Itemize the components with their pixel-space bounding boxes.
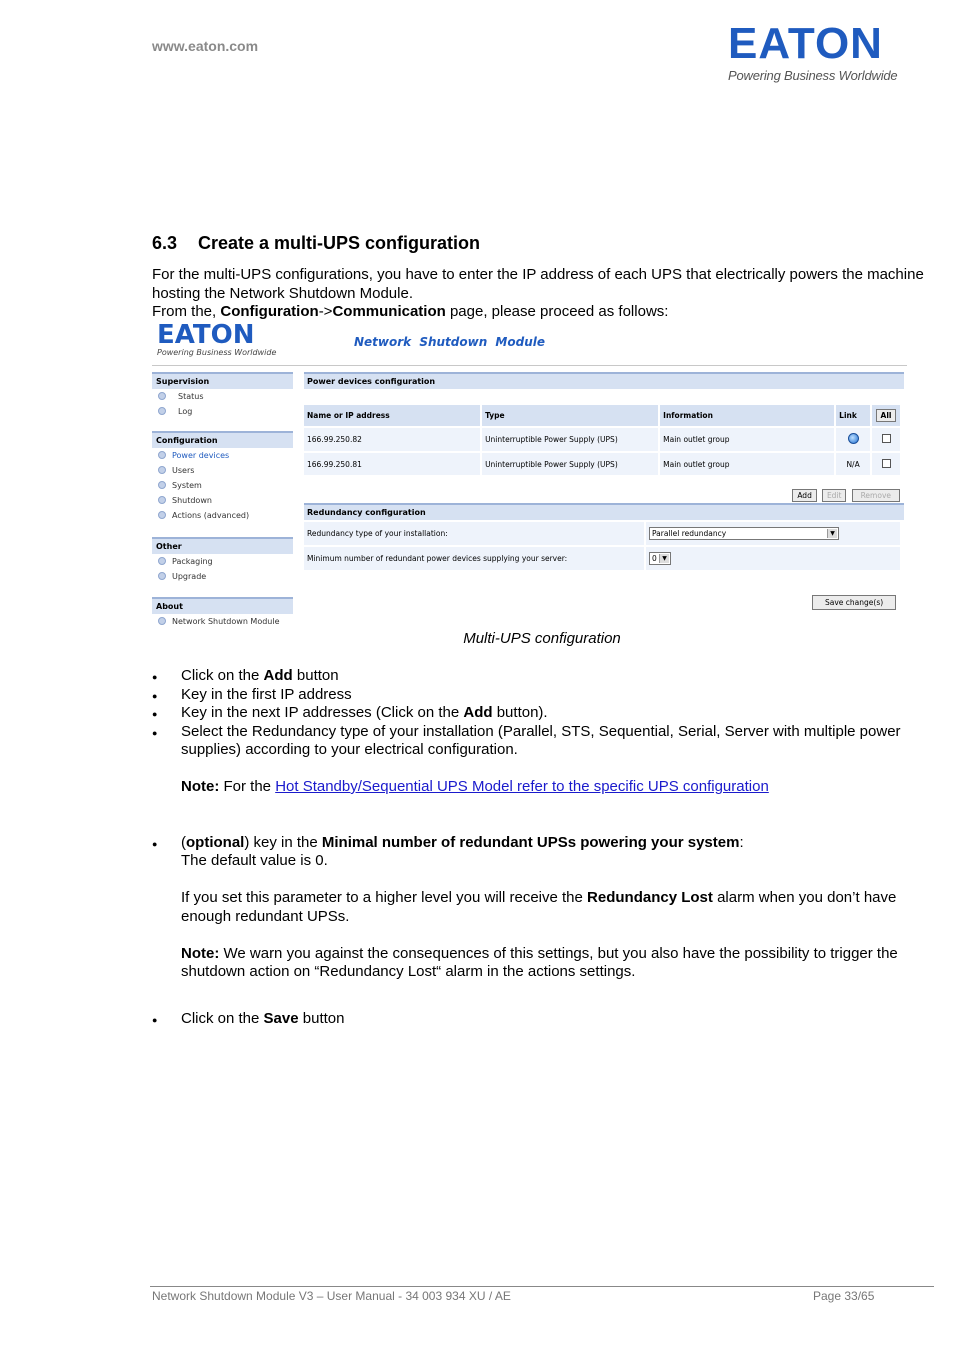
text: ) key in the [244,833,322,851]
table-header [304,405,900,426]
min-redundant-label: Minimum number of redundant power devices supplying your server: [304,547,644,570]
nav-item-nsm[interactable] [152,614,293,629]
bullet-icon [158,557,166,565]
cell-info: Main outlet group [660,453,834,475]
col-address: Name or IP address [304,405,480,426]
steps-list [152,667,927,1029]
nav-supervision [152,372,293,419]
text: Click on the [181,667,264,684]
logo-tagline: Powering Business Worldwide [728,68,898,83]
power-devices-title: Power devices configuration [304,372,904,389]
nav-item-system[interactable] [152,478,293,493]
bullet-icon [158,466,166,474]
redundancy-table [302,520,902,572]
footer-page-number: Page 33/65 [813,1289,875,1303]
bullet-icon [158,451,166,459]
spacer [181,871,927,890]
table-actions [304,483,904,502]
cell-link [836,428,870,451]
nsm-app-title: Network Shutdown Module [354,335,545,349]
nav-item-actions[interactable] [152,508,293,523]
nav-head-about: About [152,597,293,614]
cell-address: 166.99.250.82 [304,428,480,451]
nav-label: Upgrade [172,572,207,581]
list-item [152,723,927,816]
cell-select [872,428,900,451]
spacer [181,760,927,779]
cell-address: 166.99.250.81 [304,453,480,475]
cell-link: N/A [836,453,870,475]
text: Click on the [181,1010,264,1027]
nav-head-configuration: Configuration [152,431,293,448]
nav-item-log[interactable] [152,404,293,419]
cell-info: Main outlet group [660,428,834,451]
text: If you set this parameter to a higher level you will receive the [181,889,588,906]
hot-standby-link[interactable]: Hot Standby/Sequential UPS Model refer to the specific UPS configuration [275,778,769,795]
bold-add: Add [463,704,493,721]
select-value: Parallel redundancy [652,529,727,538]
website-url: www.eaton.com [152,38,259,54]
nav-label: Actions (advanced) [172,511,250,520]
bold-minimal: Minimal number of redundant UPSs powering your system [321,833,740,851]
bullet-icon [158,617,166,625]
min-redundant-select[interactable] [649,552,671,565]
text: Select the Redundancy type of your installation (Parallel, STS, Sequential, Serial, Server with multiple power supplies) according to your electrical configuration. [181,722,901,758]
table-row [304,428,900,451]
save-changes-button[interactable]: Save change(s) [812,595,896,610]
divider [152,365,907,366]
nav-configuration [152,431,293,523]
text: From the, [152,303,221,320]
power-devices-panel [304,372,904,502]
text: ( [181,833,186,851]
redundancy-type-select[interactable] [649,527,839,540]
col-info: Information [660,405,834,426]
figure-caption: Multi-UPS configuration [463,630,621,647]
redundancy-title: Redundancy configuration [304,503,904,520]
bold-redundancy-lost: Redundancy Lost [587,889,713,906]
spacer [181,982,927,1001]
col-all [872,405,900,426]
row-checkbox[interactable] [882,459,891,468]
text: We warn you against the consequences of this settings, but you also have the possibility to trigger the shutdown action on “Redundancy Lost“ alarm in the actions settings. [181,944,898,980]
logo-wordmark: EATON [728,19,883,68]
select-all-button[interactable]: All [876,409,897,422]
list-item [152,704,927,723]
redundancy-panel [304,503,904,572]
remove-button[interactable]: Remove [852,489,900,502]
cell-type: Uninterruptible Power Supply (UPS) [482,428,658,451]
nav-item-packaging[interactable] [152,554,293,569]
power-devices-table [302,403,902,477]
default-value-text: The default value is 0. [181,852,328,869]
bold-add: Add [263,667,293,684]
bullet-icon [158,511,166,519]
intro-instruction [152,303,932,322]
nav-label: System [172,481,202,490]
text: : [739,833,744,851]
nav-item-status[interactable] [152,389,293,404]
nsm-logo-tagline: Powering Business Worldwide [157,348,277,357]
bold-save: Save [263,1010,299,1027]
redundancy-lost-text [181,889,927,926]
bullet-icon [158,481,166,489]
bullet-icon [158,407,166,415]
nav-head-other: Other [152,537,293,554]
min-redundant-cell [646,547,900,570]
nav-head-supervision: Supervision [152,372,293,389]
select-value: 0 [652,554,657,563]
eaton-logo [728,19,898,83]
nav-label: Power devices [172,451,230,460]
text: -> [318,303,333,320]
col-type: Type [482,405,658,426]
note [181,778,927,797]
bold-configuration: Configuration [220,303,319,320]
bullet-icon [158,392,166,400]
bold-optional: optional [186,833,245,851]
note [181,945,927,982]
table-row [304,522,900,545]
note-label: Note: [181,944,220,962]
nav-label: Users [172,466,195,475]
row-checkbox[interactable] [882,434,891,443]
list-item: ● Key in the first IP address [152,686,927,705]
nav-label: Network Shutdown Module [172,617,280,626]
redundancy-type-cell [646,522,900,545]
text: button). [492,704,548,721]
text: alarm when you don’t have enough redundant UPSs. [181,889,897,925]
nav-item-power-devices[interactable] [152,448,293,463]
note-label: Note: [181,778,220,795]
nsm-eaton-logo [157,322,276,357]
redundancy-type-label: Redundancy type of your installation: [304,522,644,545]
section-number: 6.3 [152,233,178,253]
bullet-icon [158,496,166,504]
nav-label: Log [178,407,193,416]
edit-button[interactable]: Edit [822,489,847,502]
cell-select [872,453,900,475]
text: For the [219,778,276,795]
nav-label: Packaging [172,557,213,566]
text: Key in the next IP addresses (Click on the [181,704,464,721]
spacer [304,389,904,403]
nav-item-upgrade[interactable] [152,569,293,584]
col-link: Link [836,405,870,426]
bullet-icon [158,572,166,580]
nav-other [152,537,293,584]
nsm-logo-word: EATON [157,320,255,350]
add-button[interactable]: Add [792,489,817,502]
cell-type: Uninterruptible Power Supply (UPS) [482,453,658,475]
nav-item-shutdown[interactable] [152,493,293,508]
spacer [181,926,927,945]
intro-paragraph: For the multi-UPS configurations, you have to enter the IP address of each UPS that electrically powers the machine hosting the Network Shutdown Module. [152,266,924,302]
section-heading [152,233,480,254]
link-ok-icon [848,433,859,444]
footer-divider [150,1286,934,1287]
text: button [298,1010,345,1027]
footer-doc-title: Network Shutdown Module V3 – User Manual - 34 003 934 XU / AE [152,1289,511,1303]
table-row [304,453,900,475]
list-item [152,834,927,1001]
bold-communication: Communication [332,303,446,320]
spacer [181,797,927,816]
nav-label: Status [178,392,204,401]
text: button [292,667,339,684]
nav-label: Shutdown [172,496,212,505]
text: page, please proceed as follows: [445,303,669,320]
nsm-screenshot [152,322,908,630]
chevron-down-icon: ▼ [659,554,669,563]
table-row [304,547,900,570]
nav-item-users[interactable] [152,463,293,478]
list-item [152,667,927,686]
list-item [152,1010,927,1029]
chevron-down-icon: ▼ [827,529,837,538]
section-title: Create a multi-UPS configuration [198,233,481,253]
nav-about [152,597,293,629]
